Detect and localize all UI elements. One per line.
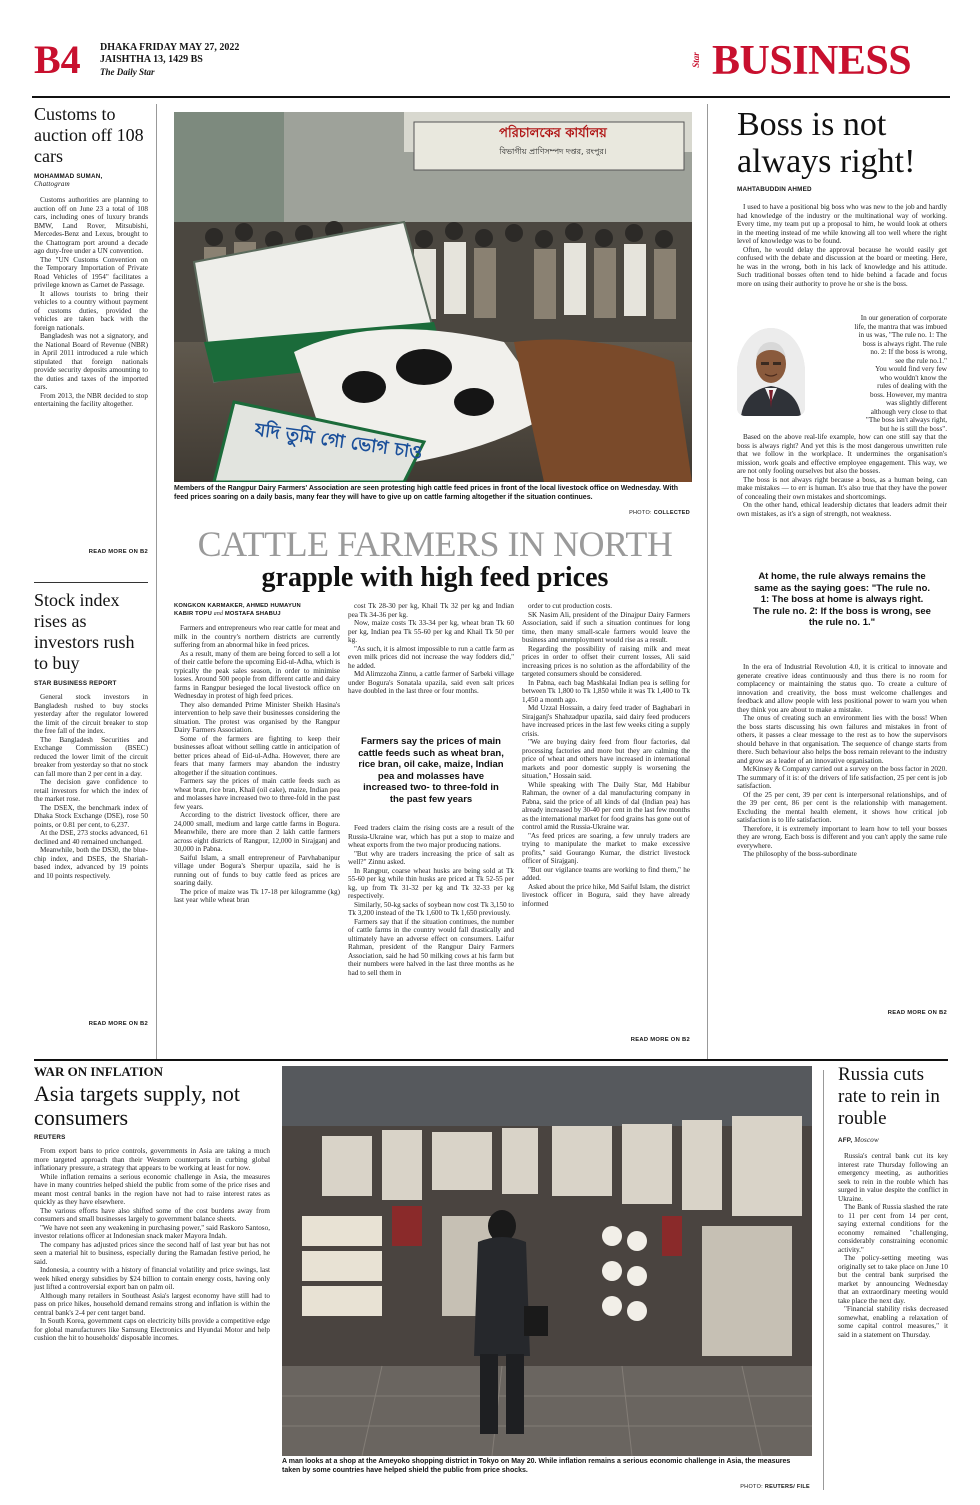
paragraph: General stock investors in Bangladesh rushed to buy stocks yesterday after the regulator lowered the limit of the circuit breaker to stop the free fall of the index. xyxy=(34,693,148,735)
byline-name: AFP, xyxy=(838,1137,853,1144)
paragraph: According to the district livestock officer, there are 24,000 small, medium and large cattle farms in Bogura. Meanwhile, there are more than 2 lakh cattle farmers across eight districts of Rangpur, 12,000 in Sirajganj and 30,000 in Pabna. xyxy=(174,811,340,853)
wrap-line: You would find very few xyxy=(875,365,947,373)
paragraph: The policy-setting meeting was originally set to take place on June 10 but the central bank surprised the market by announcing Wednesday that an extraordinary meeting would take place the next day. xyxy=(838,1254,948,1305)
photo-placard-text: যদি তুমি গো ভোগ চাও xyxy=(253,419,424,464)
paragraph: The boss is not always right because a boss, as a human being, can make mistakes — to err is human. It's also true that they have the power of concealing their own mistakes and shortcomings. xyxy=(737,475,947,501)
paragraph: "We have not seen any weakening in purchasing power," said Raskoro Santoso, investor relations officer at Indonesian snack maker Mayora Indah. xyxy=(34,1223,270,1240)
star-mark: Star xyxy=(690,52,701,68)
wrap-line: boss. However, my mantra xyxy=(870,390,947,399)
paragraph: SK Nasim Ali, president of the Dinajpur Dairy Farmers Association, said if such a situation continues for long time, then many small-scale farmers would leave the business and unemployment would rise as a result. xyxy=(522,610,690,644)
cattle-col-2-bottom xyxy=(348,824,514,1032)
paragraph: cost Tk 28-30 per kg, Khail Tk 32 per kg and Indian pea Tk 34-36 per kg. xyxy=(348,602,514,619)
boss-wrap-text xyxy=(809,314,947,433)
wrap-line: although very close to that xyxy=(870,407,947,416)
bangla-date: JAISHTHA 13, 1429 BS xyxy=(100,54,203,65)
cattle-headline-bottom: grapple with high feed prices xyxy=(261,562,609,593)
english-date: DHAKA FRIDAY MAY 27, 2022 xyxy=(100,42,240,53)
wrap-line: who wouldn't know the xyxy=(879,373,947,382)
credit-source: COLLECTED xyxy=(653,510,690,516)
paragraph: The company has adjusted prices since the second half of last year but has not seen a material hit to business, especially during the Ramadan festive period, he said. xyxy=(34,1240,270,1266)
read-more-link[interactable]: READ MORE ON B2 xyxy=(88,1021,148,1027)
asia-byline: REUTERS xyxy=(34,1134,66,1141)
shop-scene xyxy=(282,1066,812,1456)
boss-body-mid xyxy=(737,433,947,563)
byline-name: KONGKON KARMAKER, AHMED HUMAYUN xyxy=(174,603,301,609)
paragraph: Russia's central bank cut its key interest rate Thursday following an emergency meeting, as authorities seek to rein in the rouble which has surged in value despite the conflict in Ukraine. xyxy=(838,1152,948,1203)
paragraph: Feed traders claim the rising costs are a result of the Russia-Ukraine war, which has put a stop to maize and wheat exports from the two major producing nations. xyxy=(348,824,514,849)
asia-kicker: WAR ON INFLATION xyxy=(34,1064,164,1079)
boss-pullquote: At home, the rule always remains the same as the saying goes: "The rule no. 1: The boss at home is always right. The rule no. 2: If the boss is wrong, see the rule no. 1." xyxy=(753,571,931,628)
boss-wrap-section xyxy=(737,314,947,433)
cattle-photo-caption: Members of the Rangpur Dairy Farmers' Association are seen protesting high cattle feed prices in front of the local livestock office on Wednesday. With feed prices soaring on a daily basis, many fear they will have to give up on cattle farming altogether if the situation continues. xyxy=(174,485,679,501)
paragraph: Asked about the price hike, Md Saiful Islam, the district livestock officer in Bogura, said they have already informed xyxy=(522,882,690,908)
paragraph: Saiful Islam, a small entrepreneur of Parvhabanipur village under Bogura's Sherpur upazila, said he is running out of funds to buy cattle feed as prices are soaring daily. xyxy=(174,853,340,887)
paragraph: Therefore, it is extremely important to learn how to tell your bosses they are wrong. Each boss is different and you can't apply the same rule everywhere. xyxy=(737,824,947,850)
asia-headline: Asia targets supply, not consumers xyxy=(34,1081,240,1130)
boss-body-top xyxy=(737,203,947,314)
customs-byline xyxy=(34,173,148,188)
paragraph: "We are buying dairy feed from flour factories, dal processing factories and more but they are calming the price of wheat and others have increased in international markets and poor domestic supply is worsening the situation," Hossain said. xyxy=(522,738,690,780)
customs-body xyxy=(34,196,148,547)
byline-place: Moscow xyxy=(854,1136,879,1144)
paragraph: In the era of Industrial Revolution 4.0, it is critical to innovate and generate creative ideas continuously and thus there is no room for complacency or maintaining the status quo. To create a culture of innovation and creativity, the boss must welcome challenges and feedback and allow people with less positional power to warn you when they think you are about to make a mistake. xyxy=(737,663,947,714)
russia-body xyxy=(838,1152,948,1472)
wrap-line: in us was, "The rule no. 1: The xyxy=(858,331,947,339)
author-portrait xyxy=(737,328,805,416)
paragraph: The price of maize was Tk 17-18 per kilogramme (kg) last year while wheat bran xyxy=(174,887,340,904)
cattle-col-1-body xyxy=(174,624,340,1047)
column-rule xyxy=(707,104,708,1059)
boss-byline: MAHTABUDDIN AHMED xyxy=(737,186,812,193)
column-rule xyxy=(156,104,157,1059)
cattle-headline-top: CATTLE FARMERS IN NORTH xyxy=(197,524,673,564)
date-line xyxy=(100,42,239,78)
paragraph: At the DSE, 273 stocks advanced, 61 declined and 40 remained unchanged. xyxy=(34,829,148,846)
paragraph: In Pabna, each bag Mashkalai Indian pea is selling for between Tk 1,800 to Tk 1,850 while it was Tk 1,400 to Tk 1,450 a month ago. xyxy=(522,678,690,704)
paragraph: Md Uzzal Hossain, a dairy feed trader of Baghabari in Sirajganj's Shahzadpur upazila, said dairy feed producers have increased prices in the last few weeks citing a supply crisis. xyxy=(522,704,690,738)
paragraph: "Financial stability risks decreased somewhat, enabling a relaxation of some capital control measures," it said in a statement on Thursday. xyxy=(838,1305,948,1339)
wrap-line: was slightly different xyxy=(886,399,947,407)
cattle-col-2 xyxy=(348,602,514,1032)
wrap-line: life, the mantra that was imbued xyxy=(854,322,947,331)
credit-label: PHOTO: xyxy=(629,510,652,516)
cattle-col-1 xyxy=(174,602,340,1047)
masthead-rule xyxy=(32,96,950,98)
photo-office-subsign: বিভাগীয় প্রাণিসম্পদ দপ্তর, রংপুর। xyxy=(499,147,607,156)
paragraph: "But why are traders increasing the price of salt as well?" Zinnu asked. xyxy=(348,849,514,866)
paragraph: On the other hand, ethical leadership dictates that leaders admit their own mistakes, as it's a sign of strength, not weakness. xyxy=(737,501,947,518)
boss-body-bottom xyxy=(737,663,947,1008)
russia-headline: Russia cuts rate to rein in rouble xyxy=(838,1064,940,1129)
byline-name: KABIR TOPU xyxy=(174,611,212,617)
paragraph: In South Korea, government caps on electricity bills provide a competitive edge for global manufacturers like Samsung Electronics and Hyundai Motor and help cushion the hit to households' disposable incomes. xyxy=(34,1317,270,1342)
paragraph: The "UN Customs Convention on the Temporary Importation of Private Road Vehicles of 1954" facilitates a privilege known as Carnet de Passage. xyxy=(34,255,148,289)
paragraph: I used to have a positional big boss who was new to the job and hardly had knowledge of the industry or the multinational way of working. Every time, my team put up a proposal to him, he would look at others in the meeting instead of me while knowing all too well where the right level of knowledge was to be found. xyxy=(737,203,947,245)
paragraph: The Bank of Russia slashed the rate to 11 per cent from 14 per cent, saying external conditions for the economy remained "challenging, considerably constraining economic activity." xyxy=(838,1203,948,1254)
read-more-link[interactable]: READ MORE ON B2 xyxy=(887,1010,947,1016)
paragraph: Farmers say the prices of main cattle feeds such as wheat bran, rice bran, Khail (oil cake), maize, Indian pea and molasses have increased two to three-fold in the past few years. xyxy=(174,777,340,811)
paragraph: order to cut production costs. xyxy=(528,602,613,610)
paragraph: "As such, it is almost impossible to run a cattle farm as even milk prices did not increase the way fodders did," he added. xyxy=(348,644,514,670)
read-more-link[interactable]: READ MORE ON B2 xyxy=(630,1037,690,1043)
customs-article xyxy=(34,104,148,555)
paragraph: The DSEX, the benchmark index of Dhaka Stock Exchange (DSE), rose 50 points, or 0.81 per cent, to 6,237. xyxy=(34,803,148,829)
wrap-line: rules of dealing with the xyxy=(877,382,947,390)
byline-conjunction: and xyxy=(213,611,224,617)
paragraph: Some of the farmers are fighting to keep their businesses afloat without selling cattle in anticipation of better prices ahead of Eid-ul-Adha. However, there are fears that many farmers may abandon the industry altogether if the situation continues. xyxy=(174,734,340,777)
wrap-line: boss is always right. The rule xyxy=(862,339,947,348)
paragraph: "But our vigilance teams are working to find them," he added. xyxy=(522,865,690,882)
cattle-col-3 xyxy=(522,602,690,1043)
wrap-line: "The boss isn't always right, xyxy=(865,416,947,424)
wrap-line: see the rule no.1." xyxy=(895,356,947,365)
byline-name: MOHAMMAD SUMAN, xyxy=(34,173,103,180)
stock-byline: STAR BUSINESS REPORT xyxy=(34,680,117,687)
paragraph: Now, maize costs Tk 33-34 per kg, wheat bran Tk 60 per kg, Indian pea Tk 55-60 per kg and Khail Tk 50 per kg. xyxy=(348,619,514,644)
paragraph: Regarding the possibility of raising milk and meat prices in order to offset their current losses, Ali said increasing prices is no solution as the affordability of the targeted consumers should be considered. xyxy=(522,644,690,678)
paragraph: Often, he would delay the approval because he would easily get confused with the debate and discussion at the board or meeting. Here, he was in the wrong, both in his lack of knowledge and his attitude. Such traditional bosses often tend to hide behind a facade and focus more on using their authority to prove he or she is the boss. xyxy=(737,245,947,288)
paragraph: From export bans to price controls, governments in Asia are taking a much more targeted approach than their Western counterparts in curbing global inflationary pressure, a strategy that appears to be working at least for now. xyxy=(34,1147,270,1172)
protest-photo xyxy=(174,112,692,482)
paragraph: Although many retailers in Southeast Asia's largest economy have still had to pass on price hikes, household demand remains strong and inflation is within the central bank's 2-4 per cent target band. xyxy=(34,1291,270,1317)
column-rule xyxy=(823,1070,824,1490)
russia-byline xyxy=(838,1136,948,1144)
russia-article xyxy=(838,1064,948,1472)
byline-name: MOSTAFA SHABUJ xyxy=(224,611,281,617)
credit-source: REUTERS/ FILE xyxy=(764,1484,810,1490)
tokyo-shop-photo xyxy=(282,1066,812,1456)
cattle-col-3-body xyxy=(522,602,690,1034)
paragraph: Farmers say that if the situation continues, the number of cattle farms in the country would fall drastically and ultimately have an adverse effect on consumers. Laifur Rahman, president of the Rangpur Dairy Farmers Association, said he had 50 milking cows at his farm but their numbers were halved in the last three months as he had to sell them in xyxy=(348,917,514,977)
wrap-line: In our generation of corporate xyxy=(860,314,947,322)
paragraph: The Bangladesh Securities and Exchange Commission (BSEC) reduced the lower limit of the circuit breaker from yesterday so that no stock can fall more than 2 per cent in a day. xyxy=(34,735,148,778)
paper-logo: The Daily Star xyxy=(100,67,155,77)
paragraph: As a result, many of them are being forced to sell a lot of their cattle before the upcoming Eid-ul-Adha, which is typically the peak sales season, in order to minimise losses. Around 500 people from different cattle and dairy farms in Rangpur besieged the local livestock office on Wednesday in protest of high feed prices. xyxy=(174,649,340,700)
protest-scene xyxy=(174,112,692,482)
paragraph: McKinsey & Company carried out a survey on the boss factor in 2020. The summary of it is: of the drivers of life satisfaction, 25 per cent is job satisfaction. xyxy=(737,765,947,790)
stock-article xyxy=(34,590,148,1027)
stock-body xyxy=(34,693,148,1018)
paragraph: In Rangpur, coarse wheat husks are being sold at Tk 55-60 per kg while thin husks are priced at Tk 52-55 per kg, up from Tk 31-32 per kg and Tk 32-33 per kg respectively. xyxy=(348,866,514,900)
boss-article xyxy=(737,106,947,1016)
paragraph: Bangladesh was not a signatory, and the National Board of Revenue (NBR) in April 2011 introduced a rule which stipulated that foreign nationals provide security deposits amounting to the duties and taxes of the imported cars. xyxy=(34,332,148,391)
boss-headline: Boss is not always right! xyxy=(737,106,916,180)
section-title: BUSINESS xyxy=(712,38,912,84)
tokyo-photo-credit xyxy=(680,1484,810,1490)
paragraph: The philosophy of the boss-subordinate xyxy=(743,850,857,858)
read-more-link[interactable]: READ MORE ON B2 xyxy=(88,549,148,555)
paragraph: Farmers and entrepreneurs who rear cattle for meat and milk in the country's northern districts are currently suffering from an abnormal hike in feed prices. xyxy=(174,624,340,649)
asia-article xyxy=(34,1064,270,1505)
cattle-byline xyxy=(174,602,340,618)
cattle-col-2-top xyxy=(348,602,514,728)
paragraph: Indonesia, a country with a history of financial volatility and price swings, last week hiked energy subsidies by $24 billion to contain energy costs, having only just lifted a controversial export ban on palm oil. xyxy=(34,1266,270,1291)
paragraph: It allows tourists to bring their vehicles to a country without payment of customs duties, provided the vehicles are taken back with the foreign nationals. xyxy=(34,289,148,332)
tokyo-photo-caption: A man looks at a shop at the Ameyoko shopping district in Tokyo on May 20. While inflation remains a serious economic challenge in Asia, the measures taken by some countries have helped shield the public from price shocks. xyxy=(282,1458,791,1474)
cattle-pullquote: Farmers say the prices of main cattle feeds such as wheat bran, rice bran, oil cake, maize, Indian pea and molasses have increased two- to three-fold in the past few years xyxy=(358,736,504,805)
wrap-line: but he is still the boss". xyxy=(880,424,947,433)
paragraph: While speaking with The Daily Star, Md Habibur Rahman, the owner of a dal manufacturing company in Pabna, said the price of all kinds of dal (Indian pea) has already increased by 30-40 per cent in the last few months as the international market for food grains has gone out of control amid the Russia-Ukraine war. xyxy=(522,780,690,831)
page-number: B4 xyxy=(34,37,81,82)
divider xyxy=(34,582,148,583)
credit-label: PHOTO: xyxy=(740,1484,764,1490)
asia-body xyxy=(34,1147,270,1505)
paragraph: The various efforts have also shifted some of the cost burdens away from consumers and small businesses largely to government balance sheets. xyxy=(34,1206,270,1223)
paragraph: Based on the above real-life example, how can one still say that the boss is always right? And yet this is the most dangerous unwritten rule that we follow in the workplace. It undermines the organisation's mission, work goals and effective employee engagement. This way, we are not only fooling ourselves but also the bosses. xyxy=(737,433,947,475)
paragraph: Customs authorities are planning to auction off on June 23 a total of 108 cars, including ones of luxury brands BMW, Land Rover, Mitsubishi, Mercedes-Benz and Lexus, brought to the Chattogram port around a decade ago duty-free under a UN convention. xyxy=(34,196,148,255)
paragraph: While inflation remains a serious economic challenge in Asia, the measures have in many countries helped shield the public from some of the price rises and meant most central banks in the region have not had to raise interest rates as quickly as they have elsewhere. xyxy=(34,1172,270,1206)
paragraph: The onus of creating such an environment lies with the boss! When the boss starts discussing his own failures and mistakes in front of others, it passes a clear message to the rest as to how the supervisors should behave in that organisation. The sequence of change starts from there. Such behaviour also helps the boss remain relevant to the industry and grow as a leader of an innovative organisation. xyxy=(737,714,947,765)
paragraph: Md Alimzzoha Zinnu, a cattle farmer of Sarbeki village under Bogura's Sonatala upazila, said even salt prices have doubled in the last three or four months. xyxy=(348,670,514,695)
customs-headline: Customs to auction off 108 cars xyxy=(34,104,144,166)
photo-office-sign: পরিচালকের কার্যালয় xyxy=(499,126,607,141)
paragraph: From 2013, the NBR decided to stop entertaining the facility altogether. xyxy=(34,391,148,408)
paragraph: Meanwhile, both the DS30, the blue-chip index, and DSES, the Shariah-based index, advanced by 19 points and 10 points respectively. xyxy=(34,846,148,880)
masthead xyxy=(0,0,980,100)
paragraph: They also demanded Prime Minister Sheikh Hasina's intervention to help save their businesses considering the situation. The protest was organised by the Rangpur Dairy Farmers Association. xyxy=(174,700,340,734)
paragraph: "As feed prices are soaring, a few unruly traders are trying to manipulate the market to make excessive profits," said Gourango Kumar, the district livestock officer of Sirajganj. xyxy=(522,831,690,865)
portrait-svg xyxy=(737,328,805,416)
section-divider xyxy=(34,1059,948,1061)
wrap-line: no. 2: If the boss is wrong, xyxy=(870,348,947,356)
cattle-photo-credit xyxy=(560,510,690,516)
paragraph: The decision gave confidence to retail investors for which the index of the market rose. xyxy=(34,778,148,803)
stock-headline: Stock index rises as investors rush to buy xyxy=(34,590,135,673)
byline-place: Chattogram xyxy=(34,180,70,188)
paragraph: Similarly, 50-kg sacks of soybean now cost Tk 3,150 to Tk 3,200 instead of the Tk 1,600 to Tk 1,650 previously. xyxy=(348,900,514,917)
paragraph: Of the 25 per cent, 39 per cent is interpersonal relationships, and of the 39 per cent, 86 per cent is the relationship with management. Excluding the mental health element, it shows how critical job satisfaction is to life satisfaction. xyxy=(737,790,947,824)
